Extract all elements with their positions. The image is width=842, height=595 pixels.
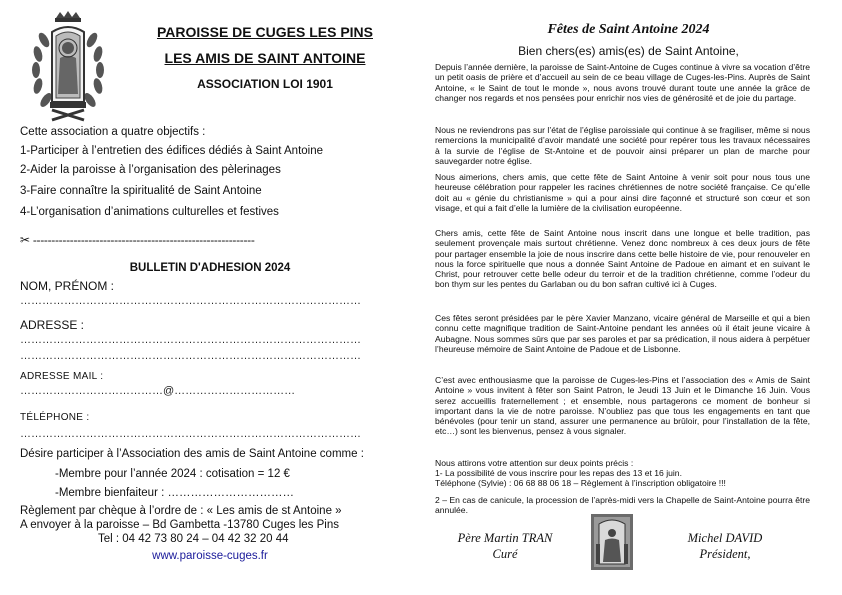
attention-point-2: 2 – En cas de canicule, la procession de l’après-midi vers la Chapelle de Saint-Antoine pourra être annulée.	[435, 495, 810, 516]
saint-antoine-seal-icon	[22, 10, 114, 122]
association-law: ASSOCIATION LOI 1901	[197, 77, 333, 91]
letter-paragraph: C’est avec enthousiasme que la paroisse de Cuges-les-Pins et l’association des « Amis de Saint Antoine » vous invitent à fêter son Saint Patron, le Jeudi 13 Juin et le Dimanche 16 Juin. Vous serez accueillis fraternellement ; et ensemble, nous partagerons ce moment de bonheur si important dans la vie de notre paroisse. N’oubliez pas que tous les engagements en tant que bénévoles (pour tenir un stand, assurer une permanence au brûloir, pour l’installation de la fête, etc…) sont les bienvenus, pensez à vous signaler.	[435, 375, 810, 437]
left-column	[0, 0, 415, 595]
objective-item: 4-L’organisation d’animations culturelles et festives	[20, 206, 279, 218]
email-label: ADRESSE MAIL :	[20, 371, 104, 382]
attention-intro: Nous attirons votre attention sur deux points précis :	[435, 458, 634, 468]
saint-antoine-photo-icon	[591, 514, 633, 570]
signature-president	[645, 530, 805, 562]
phone-field[interactable]: …………………………………………………………………………………	[20, 428, 361, 440]
letter-paragraph: Ces fêtes seront présidées par le père Xavier Manzano, vicaire général de Marseille et qui a bien connu cette magnifique tradition de Saint-Antoine pendant les années où il était jeune vicaire à Aubagne. Nous sommes sûrs que par ses paroles et par sa prédication, il nous aidera à perpétuer l’heureuse mémoire de Saint Antoine de Padoue et de Lisbonne.	[435, 313, 810, 354]
address-field-line2[interactable]: …………………………………………………………………………………	[20, 350, 361, 362]
parish-title: PAROISSE DE CUGES LES PINS	[156, 24, 373, 40]
website-link[interactable]: www.paroisse-cuges.fr	[152, 550, 268, 562]
letter-paragraph: Nous aimerions, chers amis, que cette fête de Saint Antoine à venir soit pour nous tous une heureuse célébration pour rappeler les racines chrétiennes de notre société française. Ce qu’elle doit au « génie du christianisme » qui a pour ainsi dire façonné et structuré son cœur et son visage, et qui a fait d’elle la lumière de la civilisation européenne.	[435, 172, 810, 213]
attention-phone: Téléphone (Sylvie) : 06 68 88 06 18 – Règlement à l’inscription obligatoire !!!	[435, 478, 726, 488]
letter-paragraph: Depuis l’année dernière, la paroisse de Saint-Antoine de Cuges continue à vivre sa vocation d’être un petit oasis de prière et d’accueil au sein de ce beau village de Cuges-les-Pins. Auprès de Saint Antoine, « le Saint de tout le monde », nous avons trouvé durant toute une année la grâce de changer nos regards et nos pensées pour enrichir nos vies de générosité et de joie du partage.	[435, 62, 810, 103]
objective-item: 3-Faire connaître la spiritualité de Saint Antoine	[20, 185, 262, 197]
priest-name: Père Martin TRAN	[457, 531, 553, 545]
cut-dashes: ------------------------------------------------------------	[32, 233, 255, 247]
name-field[interactable]: …………………………………………………………………………………	[20, 295, 361, 307]
membership-benefactor[interactable]: -Membre bienfaiteur : ……………………………	[55, 487, 294, 499]
phone-label: TÉLÉPHONE :	[20, 412, 90, 423]
cut-line	[20, 233, 255, 247]
address-label: ADRESSE :	[20, 318, 85, 332]
objective-item: 1-Participer à l’entretien des édifices dédiés à Saint Antoine	[20, 145, 324, 157]
objective-item: 2-Aider la paroisse à l’organisation des pèlerinages	[20, 164, 281, 176]
attention-point-1: 1- La possibilité de vous inscrire pour les repas des 13 et 16 juin.	[435, 468, 682, 478]
parish-phone: Tel : 04 42 73 80 24 – 04 42 32 20 44	[98, 533, 289, 545]
payment-line1: Règlement par chèque à l’ordre de : « Les amis de st Antoine »	[20, 505, 342, 517]
letter-paragraph: Nous ne reviendrons pas sur l’état de l’église paroissiale qui continue à se fragiliser, même si nous remercions la municipalité d’avoir mandaté une société pour repérer tous les travaux nécessaires à la survie de l’église de St-Antoine et de pouvoir ainsi préparer un plan de marche pour sauvegarder notre église.	[435, 125, 810, 166]
payment-address: A envoyer à la paroisse – Bd Gambetta -13780 Cuges les Pins	[20, 519, 339, 531]
president-role: Président,	[699, 547, 751, 561]
name-label: NOM, PRÉNOM :	[20, 279, 115, 293]
email-field[interactable]: …………………………………@……………………………	[20, 385, 296, 397]
letter-paragraph: Chers amis, cette fête de Saint Antoine nous inscrit dans une longue et belle tradition, pas seulement provençale mais surtout chrétienne. Venez donc nombreux à ces deux jours de fête pour partager ensemble la joie de nous inscrire dans cette belle histoire de vie, pour renouveler en nous la force spirituelle que nous a donnée Saint Antoine de Padoue en aimant et en suivant le Christ, pour retrouver cette belle odeur du terroir et de la tradition chrétienne, comme l’odeur du bon thym sur les pentes du Garlaban ou du bon safran cultivé ici à Cuges.	[435, 228, 810, 290]
letter-title: Fêtes de Saint Antoine 2024	[547, 22, 710, 37]
membership-intro: Désire participer à l’Association des amis de Saint Antoine comme :	[20, 448, 364, 460]
address-field-line1[interactable]: …………………………………………………………………………………	[20, 334, 361, 346]
letter-greeting: Bien chers(es) amis(es) de Saint Antoine,	[518, 44, 739, 58]
scissors-icon: ✂	[20, 233, 30, 247]
association-title: LES AMIS DE SAINT ANTOINE	[164, 50, 366, 66]
right-column	[415, 0, 842, 595]
membership-member[interactable]: -Membre pour l’année 2024 : cotisation = 12 €	[55, 468, 290, 480]
president-name: Michel DAVID	[687, 531, 763, 545]
objectives-intro: Cette association a quatre objectifs :	[20, 126, 206, 138]
bulletin-title: BULLETIN D'ADHESION 2024	[129, 262, 291, 274]
signature-priest	[430, 530, 580, 562]
priest-role: Curé	[492, 547, 518, 561]
